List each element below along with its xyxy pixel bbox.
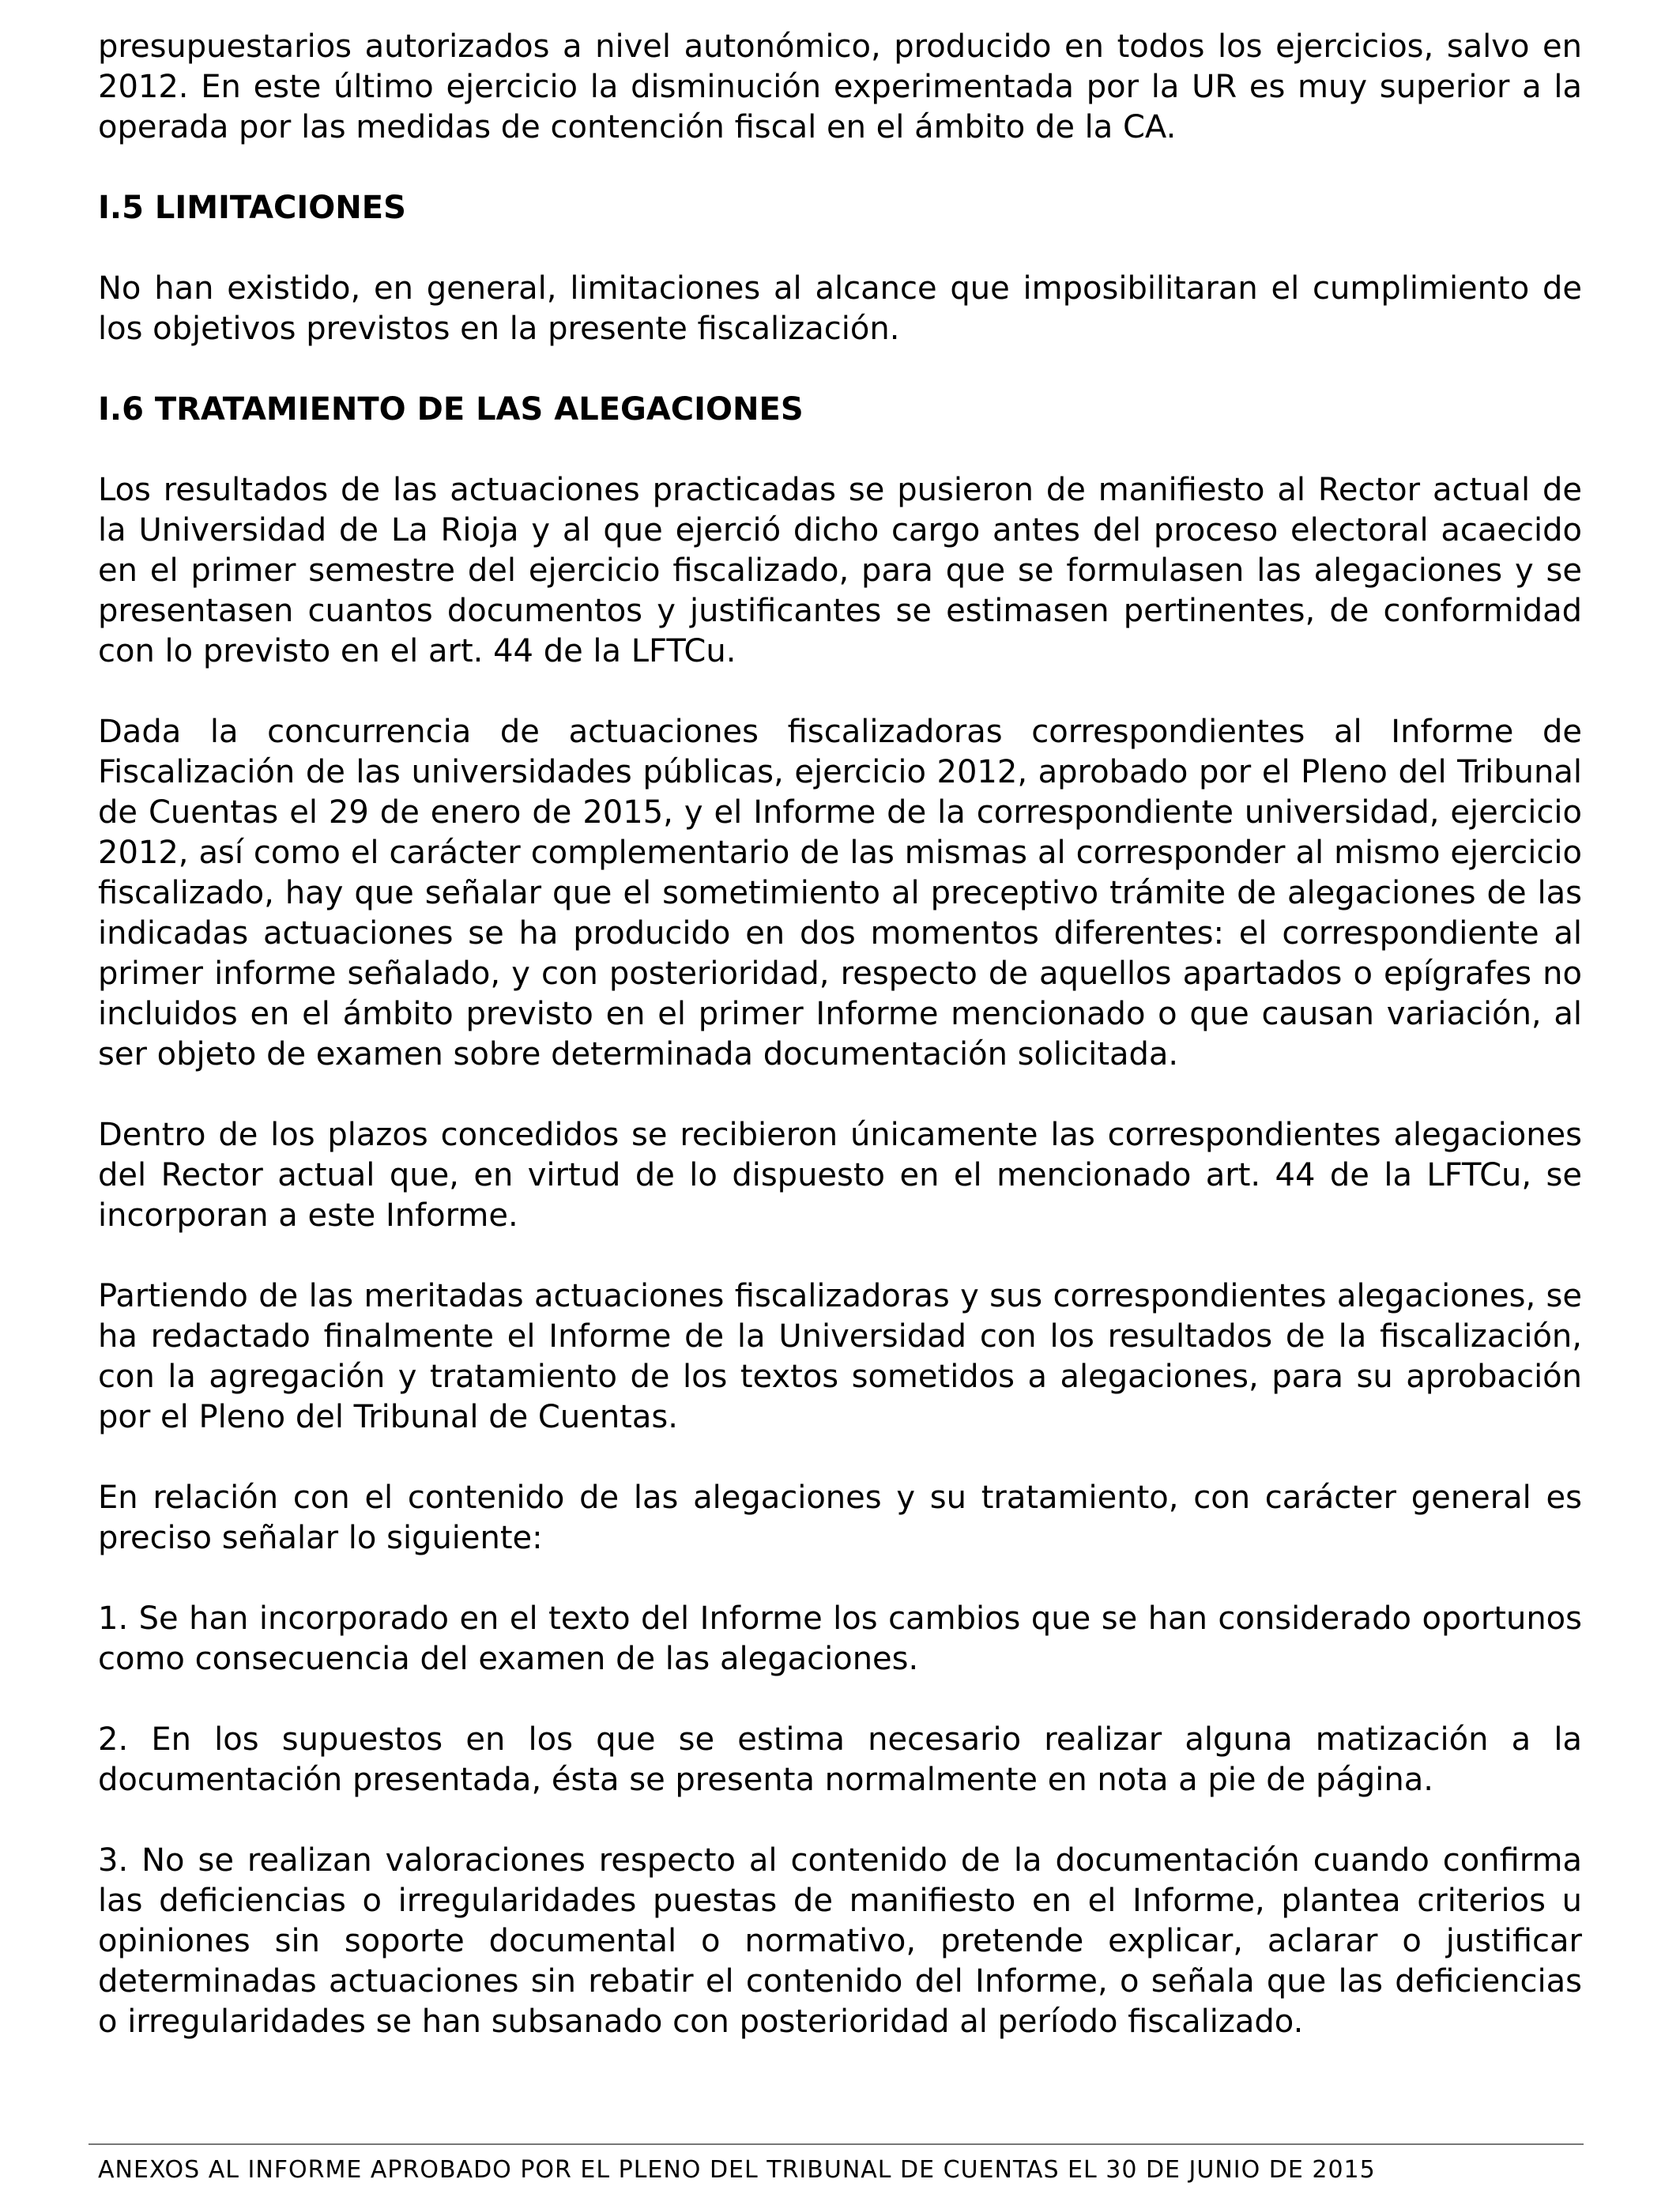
page-footer: ANEXOS AL INFORME APROBADO POR EL PLENO DEL TRIBUNAL DE CUENTAS EL 30 DE JUNIO DE 2015 <box>98 2156 1376 2184</box>
alegaciones-paragraph-2: Dada la concurrencia de actuaciones fiscalizadoras correspondientes al Informe de Fiscalización de las universidades públicas, ejercicio 2012, aprobado por el Pleno del Tribunal de Cuentas el 29 de enero de 2015, y el Informe de la correspondiente universidad, ejercicio 2012, así como el carácter complementario de las mismas al corresponder al mismo ejercicio fiscalizado, hay que señalar que el sometimiento al preceptivo trámite de alegaciones de las indicadas actuaciones se ha producido en dos momentos diferentes: el correspondiente al primer informe señalado, y con posterioridad, respecto de aquellos apartados o epígrafes no incluidos en el ámbito previsto en el primer Informe mencionado o que causan variación, al ser objeto de examen sobre determinada documentación solicitada. <box>98 714 1582 1072</box>
intro-paragraph: presupuestarios autorizados a nivel autonómico, producido en todos los ejercicios, salvo en 2012. En este último ejercicio la disminución experimentada por la UR es muy superior a la operada por las medidas de contención fiscal en el ámbito de la CA. <box>98 28 1582 145</box>
limitaciones-paragraph: No han existido, en general, limitaciones al alcance que imposibilitaran el cumplimiento de los objetivos previstos en la presente fiscalización. <box>98 270 1582 347</box>
section-heading-limitaciones: I.5 LIMITACIONES <box>98 190 406 226</box>
alegaciones-paragraph-4: Partiendo de las meritadas actuaciones fiscalizadoras y sus correspondientes alegaciones, se ha redactado finalmente el Informe de la Universidad con los resultados de la fiscalización, con la agregación y tratamiento de los textos sometidos a alegaciones, para su aprobación por el Pleno del Tribunal de Cuentas. <box>98 1278 1582 1435</box>
alegaciones-paragraph-1: Los resultados de las actuaciones practicadas se pusieron de manifiesto al Rector actual de la Universidad de La Rioja y al que ejerció dicho cargo antes del proceso electoral acaecido en el primer semestre del ejercicio fiscalizado, para que se formulasen las alegaciones y se presentasen cuantos documentos y justificantes se estimasen pertinentes, de conformidad con lo previsto en el art. 44 de la LFTCu. <box>98 472 1582 669</box>
section-heading-alegaciones: I.6 TRATAMIENTO DE LAS ALEGACIONES <box>98 391 804 428</box>
list-item-2: 2. En los supuestos en los que se estima necesario realizar alguna matización a la documentación presentada, ésta se presenta normalmente en nota a pie de página. <box>98 1721 1582 1798</box>
alegaciones-paragraph-5: En relación con el contenido de las alegaciones y su tratamiento, con carácter general es preciso señalar lo siguiente: <box>98 1480 1582 1556</box>
list-item-1: 1. Se han incorporado en el texto del Informe los cambios que se han considerado oportunos como consecuencia del examen de las alegaciones. <box>98 1600 1582 1677</box>
footer-divider <box>89 2143 1584 2145</box>
list-item-3: 3. No se realizan valoraciones respecto al contenido de la documentación cuando confirma las deficiencias o irregularidades puestas de manifiesto en el Informe, plantea criterios u opiniones sin soporte documental o normativo, pretende explicar, aclarar o justificar determinadas actuaciones sin rebatir el contenido del Informe, o señala que las deficiencias o irregularidades se han subsanado con posterioridad al período fiscalizado. <box>98 1842 1582 2040</box>
alegaciones-paragraph-3: Dentro de los plazos concedidos se recibieron únicamente las correspondientes alegaciones del Rector actual que, en virtud de lo dispuesto en el mencionado art. 44 de la LFTCu, se incorporan a este Informe. <box>98 1117 1582 1234</box>
document-page <box>98 27 1582 2042</box>
